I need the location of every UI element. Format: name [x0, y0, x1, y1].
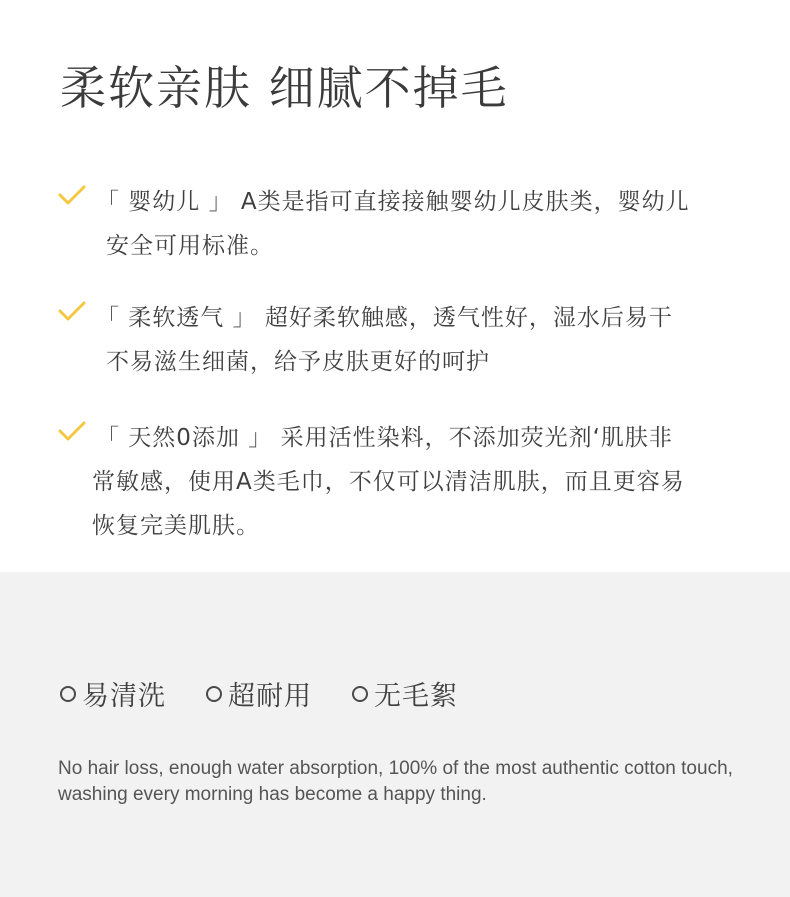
feature-item-infant: [58, 180, 748, 268]
circle-icon: [206, 686, 222, 702]
feature-text-line: 常敏感，使用A类毛巾，不仅可以清洁肌肤，而且更容易: [92, 469, 685, 495]
circle-icon: [352, 686, 368, 702]
check-icon: [58, 300, 86, 322]
feature-text-line: 「 柔软透气 」 超好柔软触感，透气性好，湿水后易干: [96, 305, 673, 331]
page-title: 柔软亲肤 细腻不掉毛: [60, 61, 509, 115]
tag-label: 无毛絮: [374, 681, 458, 712]
tag-durable: [206, 674, 312, 713]
feature-text-line: 「 天然0添加 」 采用活性染料，不添加荧光剂‘肌肤非: [96, 425, 673, 451]
check-icon: [58, 420, 86, 442]
description-text: No hair loss, enough water absorption, 100% of the most authentic cotton touch, washing every morning has become a happy thing.: [58, 758, 733, 805]
benefits-section: [0, 572, 790, 897]
tag-easy-wash: [60, 674, 166, 713]
feature-text-line: 不易滋生细菌，给予皮肤更好的呵护: [106, 349, 490, 375]
feature-text-line: 恢复完美肌肤。: [92, 513, 260, 539]
tag-lint-free: [352, 674, 458, 713]
tag-list: [60, 674, 498, 713]
tag-label: 易清洗: [82, 681, 166, 712]
feature-item-soft: [58, 296, 748, 384]
tag-label: 超耐用: [228, 681, 312, 712]
feature-text-line: 「 婴幼儿 」 A类是指可直接接触婴幼儿皮肤类，婴幼儿: [96, 189, 690, 215]
feature-text-line: 安全可用标准。: [106, 233, 274, 259]
check-icon: [58, 184, 86, 206]
circle-icon: [60, 686, 76, 702]
feature-item-natural: [58, 416, 748, 548]
